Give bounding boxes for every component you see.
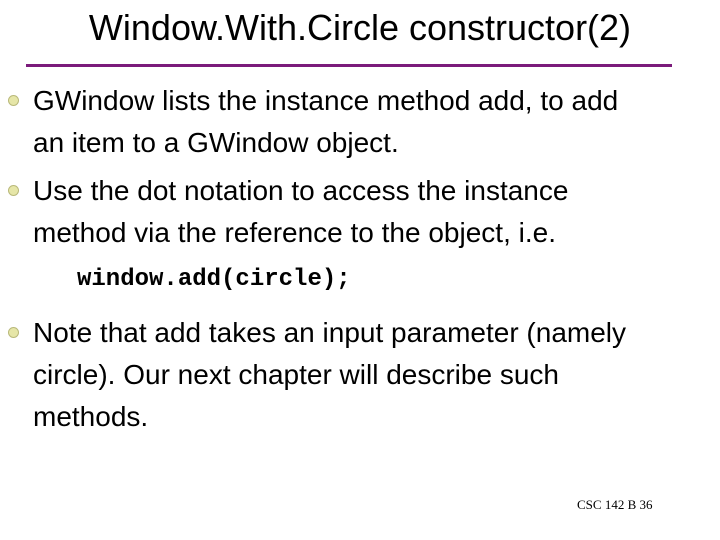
bullet-item-3 (8, 312, 713, 438)
bullet-item-1 (8, 80, 713, 164)
bullet-dot-icon (8, 170, 32, 212)
bullet-text: Note that add takes an input parameter (namely circle). Our next chapter will describe such methods. (33, 317, 627, 432)
code-example: window.add(circle); (77, 266, 351, 293)
bullet-dot-icon (8, 312, 32, 354)
bullet-dot-icon (8, 80, 32, 122)
slide-footer: CSC 142 B 36 (577, 497, 653, 512)
bullet-item-2 (8, 170, 713, 254)
slide-title: Window.With.Circle constructor(2) (88, 7, 632, 48)
bullet-text: GWindow lists the instance method add, to add an item to a GWindow object. (33, 85, 619, 158)
bullet-text: Use the dot notation to access the instance method via the reference to the object, i.e. (33, 175, 569, 248)
title-divider (26, 64, 672, 67)
